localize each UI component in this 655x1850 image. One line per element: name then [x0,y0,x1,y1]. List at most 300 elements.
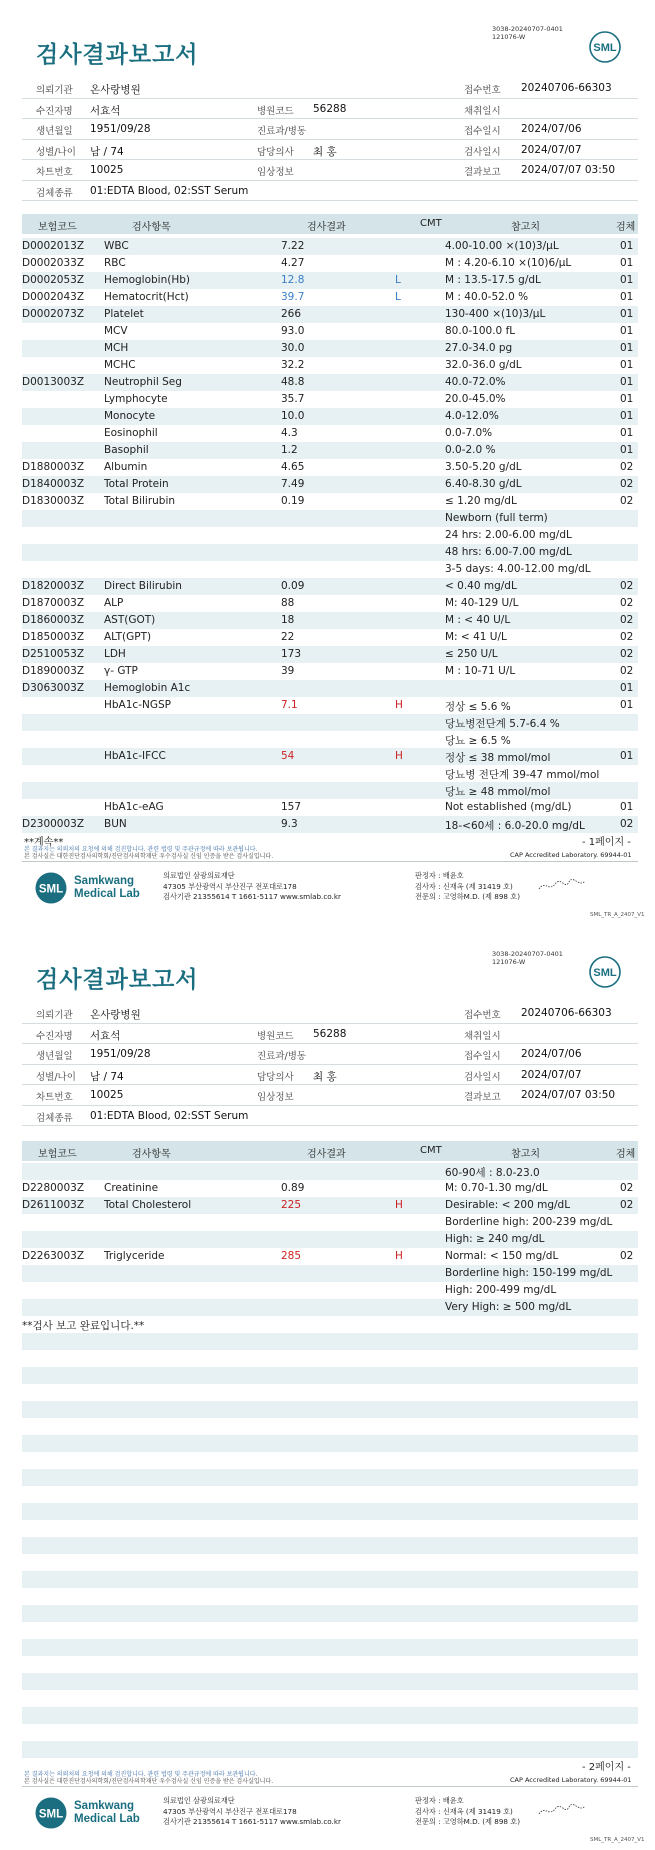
row-reference: High: 200-499 mg/dL [445,1284,557,1296]
row-cmt: H [395,1250,403,1262]
info-label: 결과보고 [464,167,501,178]
info-row [22,140,638,161]
patient-info [22,1003,638,1126]
row-item: Creatinine [104,1182,159,1194]
row-reference: 당뇨병전단계 5.7-6.4 % [445,718,560,730]
row-cmt: L [395,274,401,286]
row-item: Hemoglobin(Hb) [104,274,191,286]
tester: 검사자 : 신재옥 (제 31419 호) [415,881,513,891]
row-specimen: 02 [620,495,634,507]
row-specimen: 01 [620,427,634,439]
info-value: 남 / 74 [90,1070,124,1083]
row-item: WBC [104,240,129,252]
info-label: 생년월일 [36,126,73,137]
samkwang-logo [34,1794,174,1834]
row-item: Total Cholesterol [104,1199,192,1211]
info-value: 2024/07/06 [521,1048,582,1060]
row-code: D0002053Z [22,274,85,286]
row-item: Hematocrit(Hct) [104,291,189,303]
table-row [22,527,638,544]
row-reference: Borderline high: 150-199 mg/dL [445,1267,613,1279]
row-item: MCV [104,325,128,337]
row-code: **검사 보고 완료입니다.** [22,1320,145,1332]
row-reference: 정상 ≤ 38 mmol/mol [445,752,551,764]
row-reference: Desirable: < 200 mg/dL [445,1199,571,1211]
lab-staff [415,1796,520,1828]
cap-accreditation: CAP Accredited Laboratory. 69944-01 [510,1776,632,1784]
table-row [22,476,638,493]
row-reference: Not established (mg/dL) [445,801,572,813]
row-reference: ≤ 1.20 mg/dL [445,495,517,507]
specialist: 전문의 : 고영하M.D. (제 898 호) [415,892,521,901]
table-row [22,425,638,442]
table-row [22,272,638,289]
table-row [22,1299,638,1316]
row-reference: 3.50-5.20 g/dL [445,461,522,473]
row-code: D0002073Z [22,308,85,320]
row-code: D1830003Z [22,495,85,507]
header-cmt: CMT [420,1145,442,1156]
row-code: D0013003Z [22,376,85,388]
row-result: 39.7 [281,291,305,303]
table-row [22,1554,638,1571]
footer-divider [22,861,638,862]
brand-line-1: Samkwang [74,1800,135,1812]
row-item: ALT(GPT) [104,631,152,643]
row-cmt: L [395,291,401,303]
row-reference: M : 13.5-17.5 g/dL [445,274,541,286]
signature-icon [537,1801,587,1819]
row-item: Total Bilirubin [104,495,176,507]
row-reference: < 0.40 mg/dL [445,580,517,592]
row-result: 35.7 [281,393,305,405]
row-result: 266 [281,308,302,320]
row-result: 7.22 [281,240,305,252]
table-row [22,1214,638,1231]
row-result: 93.0 [281,325,305,337]
row-code: D1870003Z [22,597,85,609]
table-row [22,799,638,816]
brand-name [74,875,140,901]
table-row [22,1639,638,1656]
row-item: HbA1c-eAG [104,801,164,813]
info-label: 차트번호 [36,1092,73,1103]
row-result: 0.19 [281,495,305,507]
disclaimer-1: 본 결과지는 의뢰처의 요청에 의해 검진합니다. 관련 법령 및 주관규정에 따라 보관됩니다. [24,1771,258,1778]
info-row [22,119,638,140]
row-item: BUN [104,818,127,830]
info-value: 2024/07/06 [521,123,582,135]
info-label: 검체종류 [36,1112,73,1124]
info-label: 접수일시 [464,1051,501,1062]
sml-logo-icon [588,30,622,64]
info-label: 의뢰기관 [36,85,73,96]
judge: 판정자 : 배윤호 [415,871,464,880]
info-value: 10025 [90,164,124,176]
row-reference: 80.0-100.0 fL [445,325,516,337]
row-cmt: H [395,699,403,711]
patient-info [22,78,638,201]
table-row [22,408,638,425]
row-code: D1860003Z [22,614,85,626]
table-row [22,1520,638,1537]
table-row [22,782,638,799]
header-reference: 참고치 [511,222,540,233]
table-row [22,697,638,714]
info-row [22,1024,638,1045]
row-result: 39 [281,665,295,677]
row-result: 32.2 [281,359,305,371]
table-row [22,1605,638,1622]
info-label: 담당의사 [257,1071,294,1083]
info-label: 진료과/병동 [257,126,307,137]
row-reference: 4.00-10.00 ×(10)3/μL [445,240,559,252]
table-row [22,646,638,663]
row-specimen: 02 [620,631,634,643]
org-name: 의료법인 삼광의료재단 [163,1796,235,1805]
table-row [22,1163,638,1180]
table-row [22,578,638,595]
document-number [492,25,563,41]
table-row [22,765,638,782]
table-row [22,323,638,340]
table-row [22,1418,638,1435]
header-cmt: CMT [420,218,442,229]
info-label: 성별/나이 [36,146,76,158]
row-specimen: 01 [620,699,634,711]
report-title: 검사결과보고서 [36,42,199,68]
contact: 검사기관 21355614 T 1661-5117 www.smlab.co.kr [163,892,341,901]
header-item: 검사항목 [132,1149,171,1160]
table-row [22,748,638,765]
row-item: Albumin [104,461,148,473]
header-result: 검사결과 [307,222,346,233]
form-code: SML_TR_A_2407_V1 [590,912,645,918]
table-row [22,1333,638,1350]
info-label: 수진자명 [36,105,73,117]
row-result: 173 [281,648,302,660]
row-result: 4.3 [281,427,298,439]
table-row [22,1707,638,1724]
table-row [22,816,638,833]
row-item: Monocyte [104,410,156,422]
row-code: D2300003Z [22,818,85,830]
header-item: 검사항목 [132,222,171,233]
row-code: D1840003Z [22,478,85,490]
row-code: D1890003Z [22,665,85,677]
row-reference: 20.0-45.0% [445,393,506,405]
row-result: 22 [281,631,295,643]
results-table-header [22,214,638,234]
page-number: - 2페이지 - [582,1762,631,1773]
lab-address [163,1796,341,1828]
footer-divider [22,1786,638,1787]
table-row [22,1452,638,1469]
row-result: 285 [281,1250,302,1262]
row-reference: M: < 41 U/L [445,631,507,643]
row-reference: 48 hrs: 6.00-7.00 mg/dL [445,546,572,558]
row-specimen: 02 [620,614,634,626]
org-name: 의료법인 삼광의료재단 [163,871,235,880]
row-code: D1820003Z [22,580,85,592]
info-label: 검사일시 [464,146,501,158]
row-reference: Normal: < 150 mg/dL [445,1250,559,1262]
row-cmt: H [395,750,403,762]
row-reference: 4.0-12.0% [445,410,499,422]
address: 47305 부산광역시 부산진구 전포대로178 [163,881,297,891]
table-row [22,391,638,408]
row-result: 225 [281,1199,302,1211]
row-reference: Borderline high: 200-239 mg/dL [445,1216,613,1228]
row-result: 88 [281,597,295,609]
row-result: 4.65 [281,461,305,473]
row-result: 7.1 [281,699,298,711]
row-reference: M : 40.0-52.0 % [445,291,529,303]
row-reference: 0.0-7.0% [445,427,493,439]
contact: 검사기관 21355614 T 1661-5117 www.smlab.co.kr [163,1817,341,1826]
row-specimen: 01 [620,393,634,405]
row-code: D1850003Z [22,631,85,643]
table-row [22,1197,638,1214]
row-item: MCH [104,342,129,354]
row-reference: High: ≥ 240 mg/dL [445,1233,545,1245]
row-code: D0002043Z [22,291,85,303]
info-row [22,1065,638,1086]
row-item: Direct Bilirubin [104,580,182,592]
row-specimen: 01 [620,308,634,320]
report-page-2 [0,925,655,1850]
lab-staff [415,871,520,903]
row-result: 0.09 [281,580,305,592]
row-reference: ≤ 250 U/L [445,648,498,660]
row-reference: 40.0-72.0% [445,376,506,388]
info-row [22,1003,638,1024]
samkwang-logo-icon [34,871,68,905]
table-row [22,714,638,731]
document-number [492,950,563,966]
table-row [22,1690,638,1707]
row-item: γ- GTP [104,665,138,677]
row-result: 157 [281,801,302,813]
row-code: D2263003Z [22,1250,85,1262]
table-row [22,357,638,374]
info-row [22,1044,638,1065]
doc-number-line: 3038-20240707-0401 [492,950,563,958]
row-code: D2611003Z [22,1199,85,1211]
row-result: 7.49 [281,478,305,490]
disclaimer-2: 본 검사실은 대한진단검사의학회/진단검사의학재단 우수검사실 신임 인증을 받은 검사실입니다. [24,1778,274,1785]
svg-text:SML: SML [38,1808,64,1821]
brand-line-1: Samkwang [74,875,135,887]
table-row [22,1741,638,1758]
row-item: Neutrophil Seg [104,376,182,388]
row-specimen: 01 [620,325,634,337]
table-row [22,731,638,748]
row-code: D2280003Z [22,1182,85,1194]
info-value: 온사랑병원 [90,1009,141,1021]
lab-address [163,871,341,903]
brand-line-2: Medical Lab [74,888,140,900]
row-specimen: 01 [620,801,634,813]
info-value: 2024/07/07 [521,1068,582,1081]
row-specimen: 01 [620,291,634,303]
info-label: 진료과/병동 [257,1051,307,1062]
signature-icon [537,876,587,894]
row-specimen: 01 [620,257,634,269]
info-value: 10025 [90,1089,124,1101]
cap-accreditation: CAP Accredited Laboratory. 69944-01 [510,851,632,859]
row-reference: 당뇨 ≥ 48 mmol/mol [445,786,551,798]
row-specimen: 02 [620,1199,634,1211]
row-reference: 3-5 days: 4.00-12.00 mg/dL [445,563,591,575]
info-label: 임상정보 [257,1092,294,1103]
row-item: RBC [104,257,126,269]
info-label: 접수일시 [464,126,501,137]
table-row [22,1571,638,1588]
row-result: 4.27 [281,257,305,269]
row-reference: 6.40-8.30 g/dL [445,478,522,490]
row-result: 30.0 [281,342,305,354]
table-row [22,1588,638,1605]
info-value: 서효석 [90,104,121,117]
row-specimen: 01 [620,376,634,388]
row-item: Triglyceride [104,1250,165,1262]
row-item: Total Protein [104,478,169,490]
row-item: AST(GOT) [104,614,156,626]
table-row [22,255,638,272]
row-reference: 24 hrs: 2.00-6.00 mg/dL [445,529,572,541]
row-result: 12.8 [281,274,305,286]
info-label: 성별/나이 [36,1071,76,1083]
row-specimen: 02 [620,1182,634,1194]
info-value: 최 홍 [313,145,337,158]
info-value: 온사랑병원 [90,84,141,96]
info-value: 20240706-66303 [521,1007,612,1019]
row-reference: Newborn (full term) [445,512,548,524]
row-item: Lymphocyte [104,393,168,405]
table-row [22,561,638,578]
info-label: 수진자명 [36,1030,73,1042]
row-item: HbA1c-IFCC [104,750,166,762]
row-reference: M: 40-129 U/L [445,597,519,609]
row-item: Hemoglobin A1c [104,682,191,694]
table-row [22,1622,638,1639]
info-value: 서효석 [90,1029,121,1042]
row-reference: 당뇨 ≥ 6.5 % [445,735,511,747]
table-row [22,1486,638,1503]
info-row [22,99,638,120]
row-specimen: 01 [620,682,634,694]
row-specimen: 02 [620,478,634,490]
info-label: 검사일시 [464,1071,501,1083]
info-label: 차트번호 [36,167,73,178]
info-value: 01:EDTA Blood, 02:SST Serum [90,1109,249,1122]
row-reference: 0.0-2.0 % [445,444,496,456]
tester: 검사자 : 신재옥 (제 31419 호) [415,1806,513,1816]
row-specimen: 02 [620,1250,634,1262]
info-value: 2024/07/07 03:50 [521,1089,616,1101]
row-reference: 32.0-36.0 g/dL [445,359,522,371]
info-label: 채취일시 [464,1030,501,1042]
samkwang-logo [34,869,174,909]
info-label: 병원코드 [257,105,294,117]
table-row [22,1537,638,1554]
row-result: 0.89 [281,1182,305,1194]
table-row [22,1435,638,1452]
table-row [22,1265,638,1282]
info-value: 2024/07/07 03:50 [521,164,616,176]
info-value: 20240706-66303 [521,82,612,94]
table-row [22,1316,638,1333]
row-reference: M: 0.70-1.30 mg/dL [445,1182,548,1194]
continue-note: **계속** [24,837,64,848]
results-table-body [22,238,638,833]
table-row [22,289,638,306]
row-specimen: 02 [620,597,634,609]
row-specimen: 02 [620,580,634,592]
table-row [22,595,638,612]
row-specimen: 01 [620,240,634,252]
address: 47305 부산광역시 부산진구 전포대로178 [163,1806,297,1816]
table-row [22,629,638,646]
table-row [22,680,638,697]
info-label: 결과보고 [464,1092,501,1103]
row-reference: 당뇨병 전단계 39-47 mmol/mol [445,769,600,781]
row-result: 9.3 [281,818,298,830]
row-specimen: 01 [620,410,634,422]
row-specimen: 01 [620,342,634,354]
row-result: 48.8 [281,376,305,388]
row-reference: M : 4.20-6.10 ×(10)6/μL [445,257,572,269]
info-row [22,78,638,99]
header-code: 보험코드 [38,222,77,233]
info-value: 1951/09/28 [90,123,151,135]
specialist: 전문의 : 고영하M.D. (제 898 호) [415,1817,521,1826]
table-row [22,1367,638,1384]
brand-line-2: Medical Lab [74,1813,140,1825]
logo-text: SML [593,42,617,54]
info-row [22,181,638,202]
info-label: 의뢰기관 [36,1010,73,1021]
svg-text:SML: SML [38,883,64,896]
results-table-body [22,1163,638,1758]
row-reference: Very High: ≥ 500 mg/dL [445,1301,572,1313]
row-reference: 130-400 ×(10)3/μL [445,308,546,320]
disclaimer-2: 본 검사실은 대한진단검사의학회/진단검사의학재단 우수검사실 신임 인증을 받은 검사실입니다. [24,853,274,860]
row-item: LDH [104,648,126,660]
row-specimen: 02 [620,665,634,677]
form-code: SML_TR_A_2407_V1 [590,1837,645,1843]
table-row [22,544,638,561]
row-result: 18 [281,614,295,626]
row-item: MCHC [104,359,136,371]
info-row [22,160,638,181]
row-result: 54 [281,750,295,762]
table-row [22,663,638,680]
report-title: 검사결과보고서 [36,967,199,993]
table-row [22,1401,638,1418]
table-row [22,1469,638,1486]
info-row [22,1085,638,1106]
table-row [22,306,638,323]
table-row [22,493,638,510]
table-row [22,1384,638,1401]
row-reference: 18-<60세 : 6.0-20.0 mg/dL [445,820,585,832]
row-reference: 정상 ≤ 5.6 % [445,701,511,713]
page-number: - 1페이지 - [582,837,631,848]
row-reference: 60-90세 : 8.0-23.0 [445,1167,540,1179]
info-value: 최 홍 [313,1070,337,1083]
